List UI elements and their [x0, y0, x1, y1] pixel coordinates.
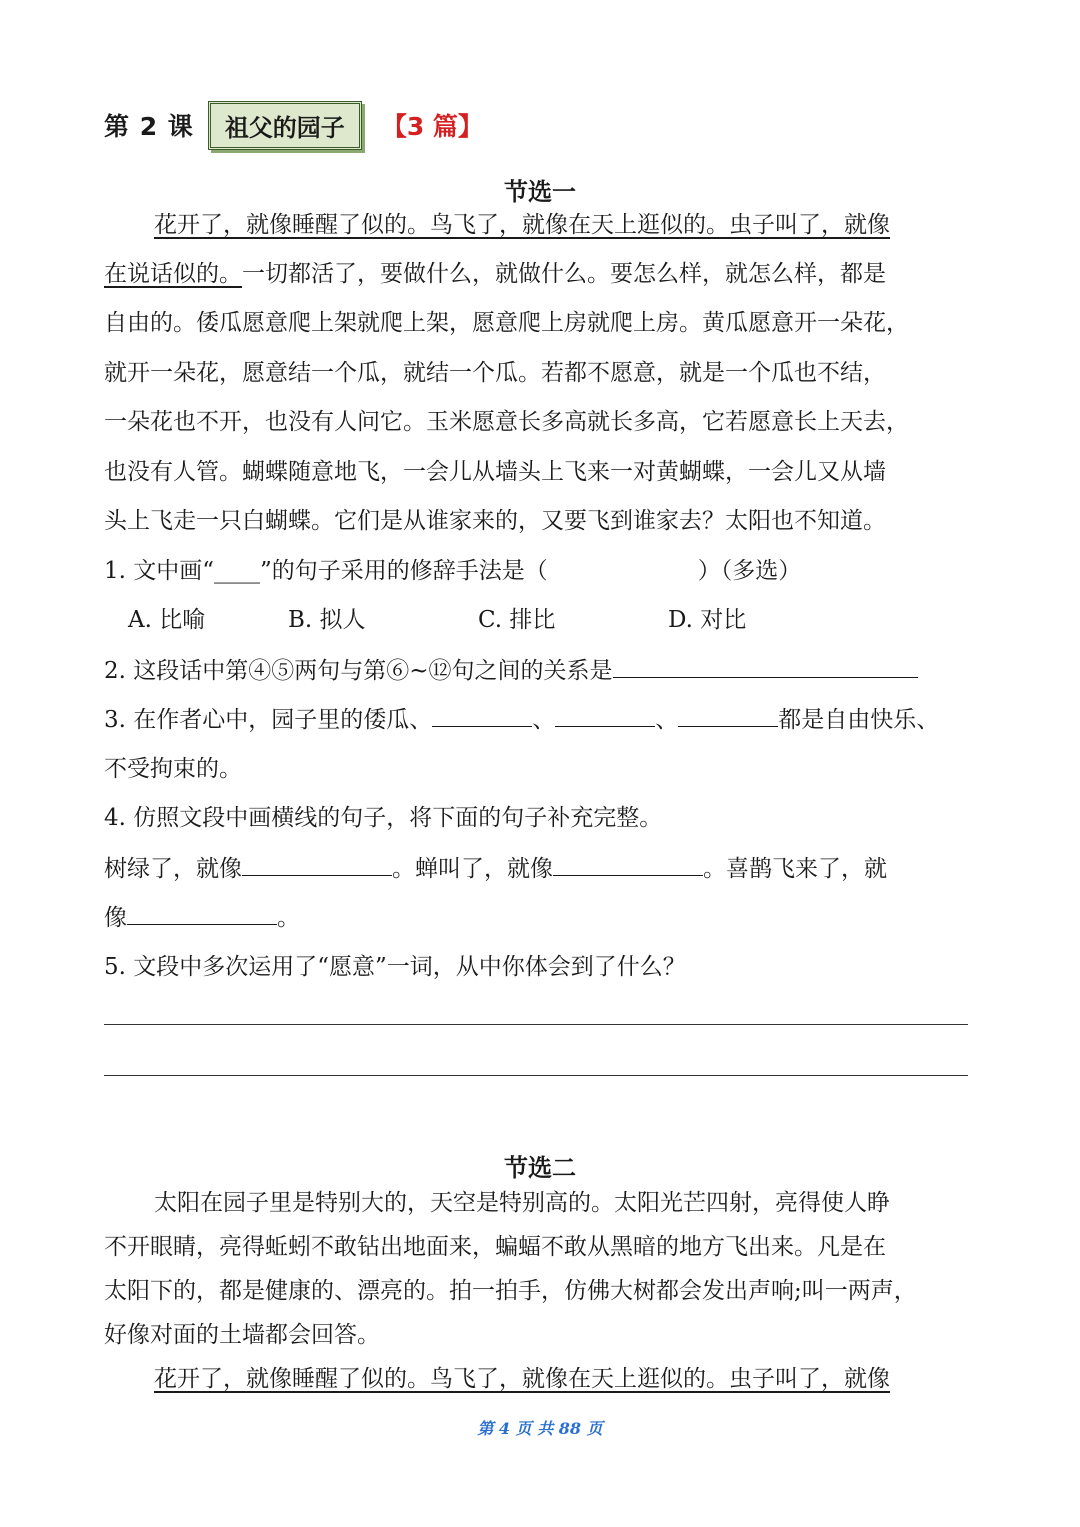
passage1-line-3: 自由的。倭瓜愿意爬上架就爬上架，愿意爬上房就爬上房。黄瓜愿意开一朵花，: [104, 310, 909, 336]
q5-answer-line-2[interactable]: [104, 1075, 968, 1076]
question-3-cont: 不受拘束的。: [104, 756, 242, 782]
q5-answer-line-1[interactable]: [104, 1024, 968, 1025]
passage2-line-5: 花开了，就像睡醒了似的。鸟飞了，就像在天上逛似的。虫子叫了，就像: [154, 1366, 890, 1392]
lesson-header: [104, 102, 483, 148]
question-2: 2. 这段话中第④⑤两句与第⑥~⑫句之间的关系是: [104, 655, 918, 686]
question-1: 1. 文中画“____”的句子采用的修辞手法是（ ）（多选）: [104, 558, 802, 584]
q3-blank-1[interactable]: [432, 704, 532, 727]
q2-answer-blank[interactable]: [613, 655, 918, 678]
passage2-line-4: 好像对面的土墙都会回答。: [104, 1322, 380, 1348]
section1-title: 节选一: [504, 178, 576, 206]
q1-options: [128, 605, 746, 635]
lesson-title: 祖父的园子: [208, 101, 362, 150]
passage2-line-2: 不开眼睛，亮得蚯蚓不敢钻出地面来，蝙蝠不敢从黑暗的地方飞出来。凡是在: [104, 1234, 886, 1260]
question-4-line-1: 树绿了，就像 。蝉叫了，就像 。喜鹊飞来了，就: [104, 853, 887, 884]
option-a[interactable]: A. 比喻: [128, 607, 206, 633]
lesson-number: 第 2 课: [104, 112, 194, 141]
question-3: 3. 在作者心中，园子里的倭瓜、 、 、 都是自由快乐、: [104, 704, 939, 735]
page-number: 第 4 页 共 88 页: [477, 1419, 603, 1438]
q3-blank-3[interactable]: [678, 704, 778, 727]
passage2-line-3: 太阳下的，都是健康的、漂亮的。拍一拍手，仿佛大树都会发出声响;叫一两声，: [104, 1278, 917, 1304]
q4-blank-1[interactable]: [242, 853, 392, 876]
option-b[interactable]: B. 拟人: [288, 607, 366, 633]
passage1-line-4: 就开一朵花，愿意结一个瓜，就结一个瓜。若都不愿意，就是一个瓜也不结，: [104, 360, 886, 386]
question-4: 4. 仿照文段中画横线的句子，将下面的句子补充完整。: [104, 805, 663, 831]
question-5: 5. 文段中多次运用了“愿意”一词，从中你体会到了什么？: [104, 954, 686, 980]
passage1-line-5: 一朵花也不开，也没有人问它。玉米愿意长多高就长多高，它若愿意长上天去，: [104, 409, 909, 435]
section2-title: 节选二: [504, 1154, 576, 1182]
option-d[interactable]: D. 对比: [668, 607, 747, 633]
passage-count: 【3 篇】: [381, 112, 483, 141]
passage1-line-7: 头上飞走一只白蝴蝶。它们是从谁家来的，又要飞到谁家去？太阳也不知道。: [104, 508, 886, 534]
q4-blank-3[interactable]: [127, 902, 277, 925]
question-4-line-2: 像 。: [104, 902, 300, 933]
passage1-line-1: 花开了，就像睡醒了似的。鸟飞了，就像在天上逛似的。虫子叫了，就像: [154, 212, 890, 238]
option-c[interactable]: C. 排比: [478, 607, 556, 633]
passage1-line-2: 在说话似的。一切都活了，要做什么，就做什么。要怎么样，就怎么样，都是: [104, 261, 886, 287]
q4-blank-2[interactable]: [553, 853, 703, 876]
passage1-line-6: 也没有人管。蝴蝶随意地飞，一会儿从墙头上飞来一对黄蝴蝶，一会儿又从墙: [104, 459, 886, 485]
q3-blank-2[interactable]: [555, 704, 655, 727]
passage2-line-1: 太阳在园子里是特别大的，天空是特别高的。太阳光芒四射，亮得使人睁: [154, 1190, 890, 1216]
